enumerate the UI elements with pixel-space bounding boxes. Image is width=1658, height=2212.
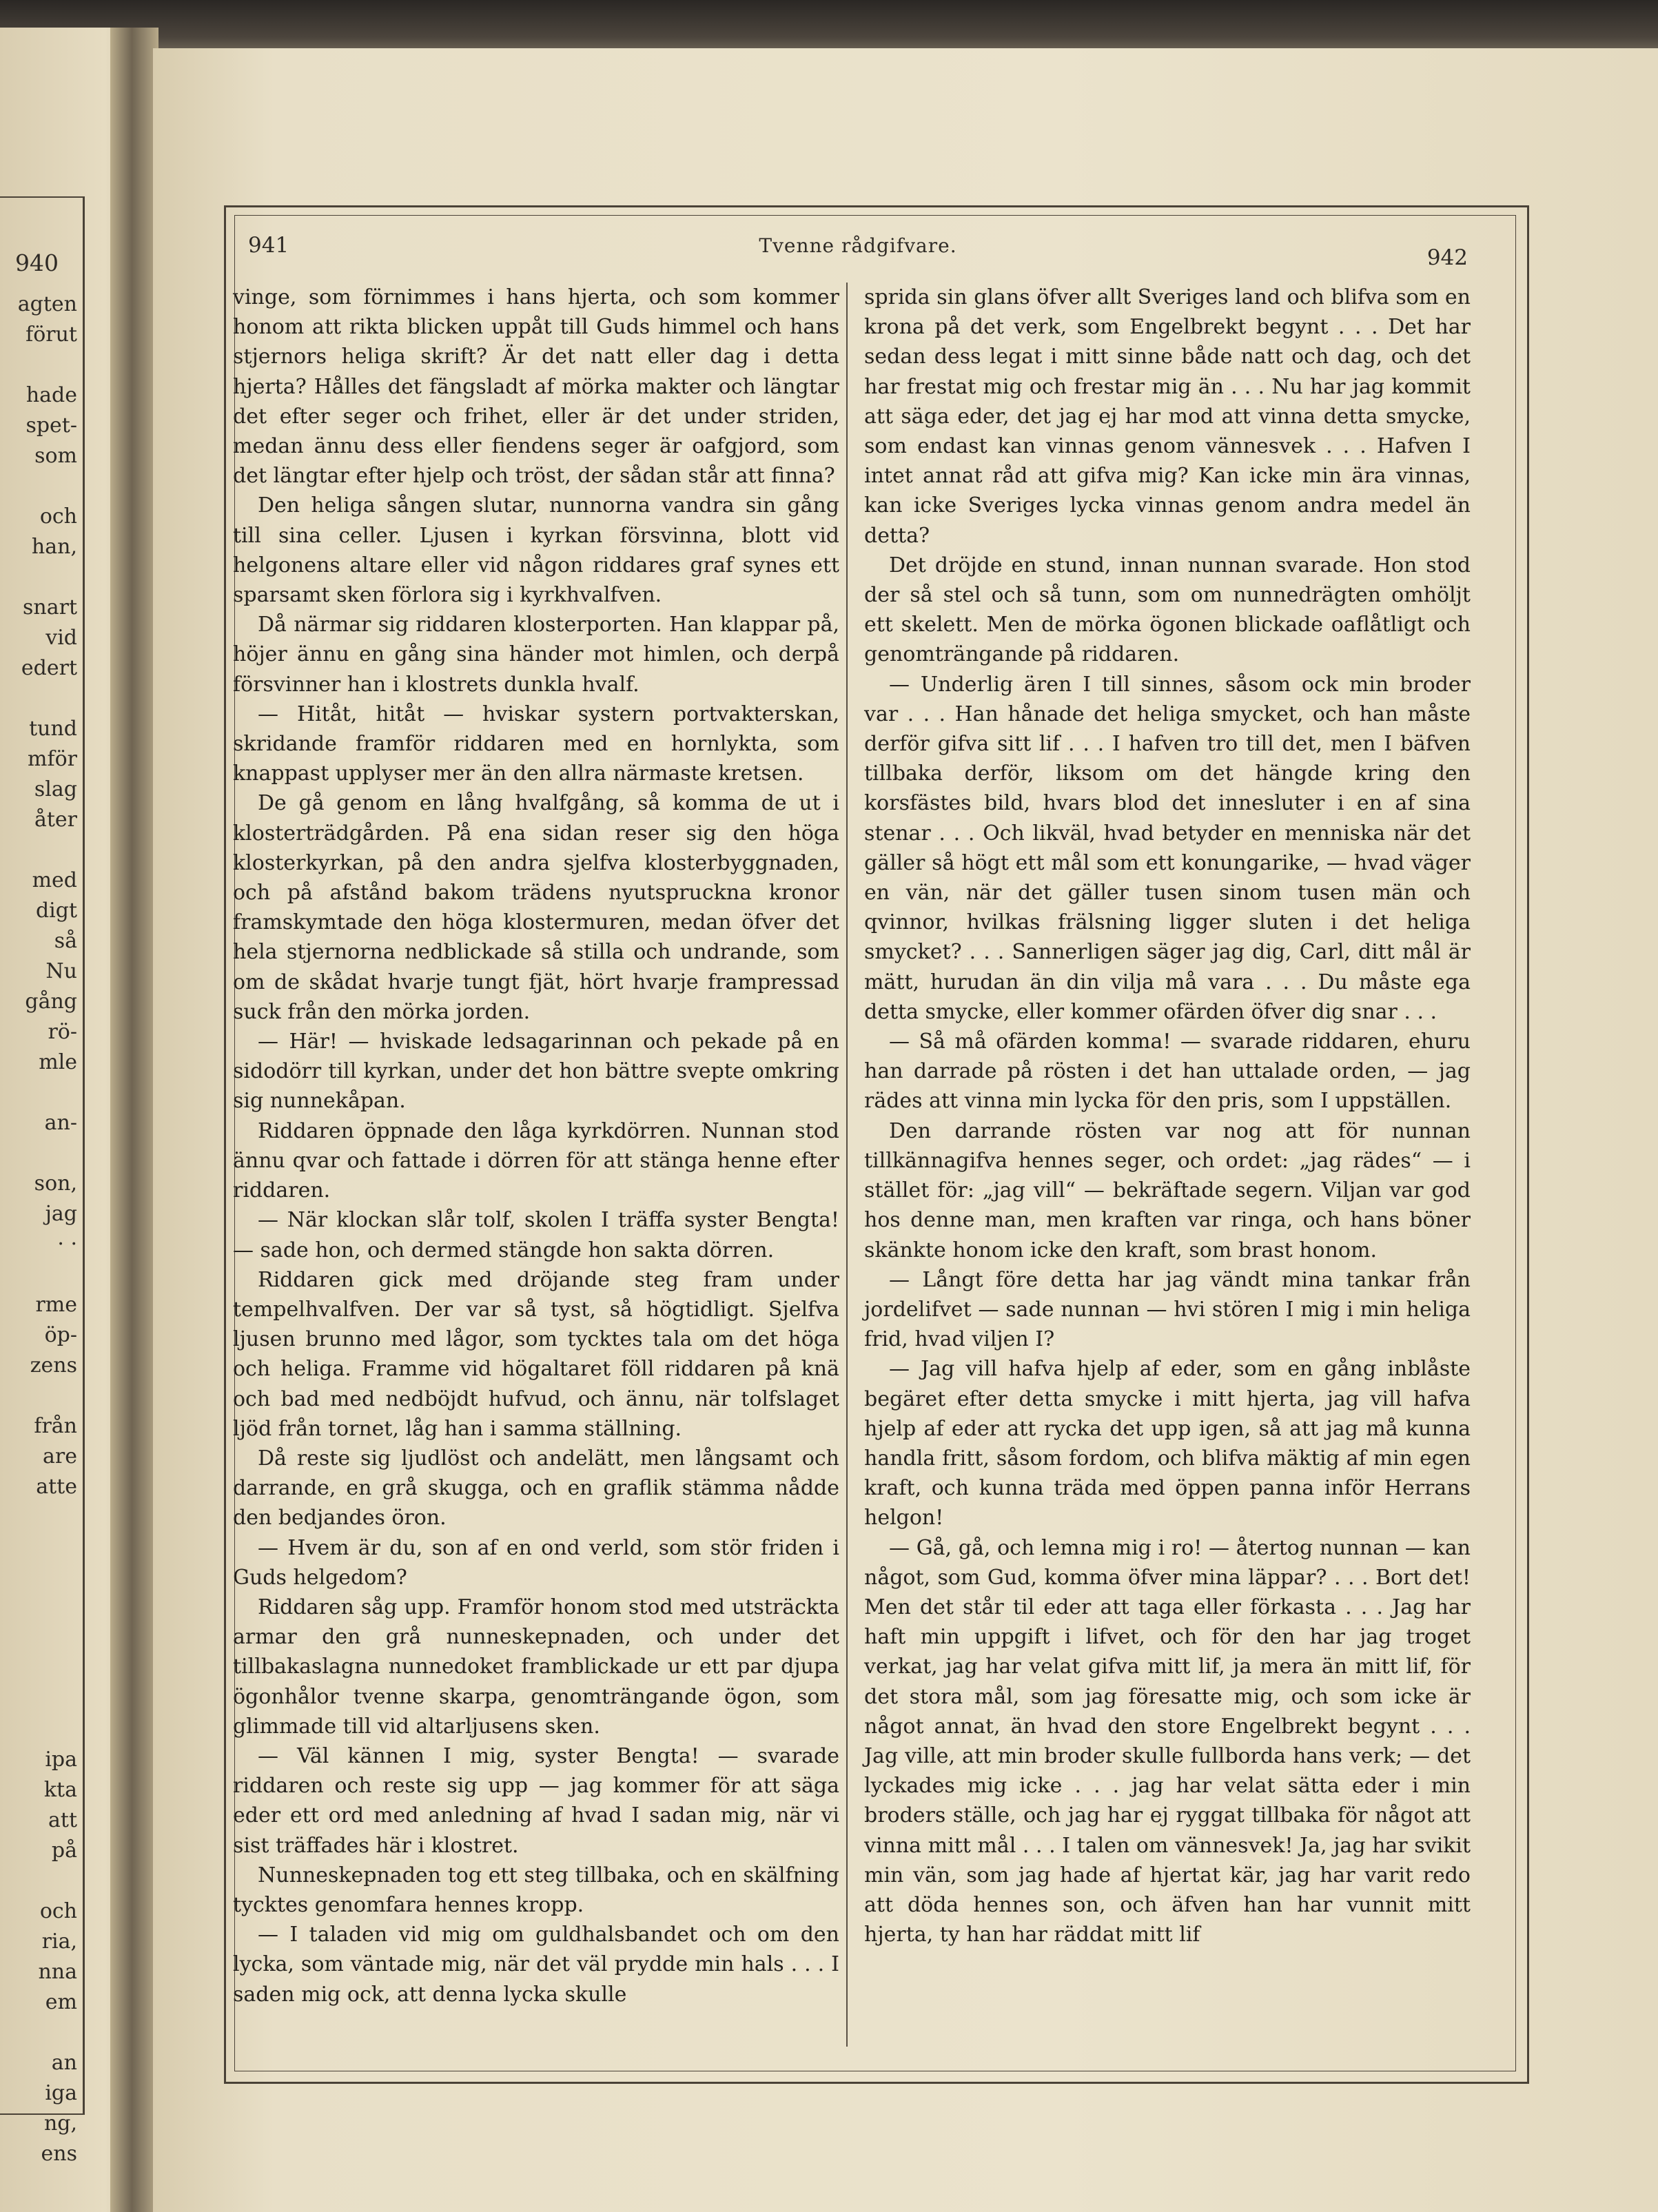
left-page-fragment: agten xyxy=(17,292,77,316)
left-page-fragment: förut xyxy=(25,322,77,347)
left-page-fragment: öp- xyxy=(44,1323,77,1347)
left-page-fragment: son, xyxy=(34,1171,77,1196)
left-page-fragment: an- xyxy=(44,1111,77,1135)
paragraph: Det dröjde en stund, innan nunnan svarade. Hon stod der så stel och så tunn, som om nunnedrägten omhöljt ett skelett. Men de mörka ögonen blickade oaflåtligt och genomträngande på riddaren. xyxy=(864,553,1471,667)
page-number-left: 941 xyxy=(248,233,289,258)
paragraph: Den darrande rösten var nog att för nunnan tillkännagifva hennes seger, och ordet: „jag rädes“ — i stället för: „jag vill“ — bekräftade segern. Viljan var god hos denne man, men kraften var ringa, och hans böner skänkte honom icke den kraft, som brast honom. xyxy=(864,1118,1471,1262)
left-page-fragment: edert xyxy=(21,656,77,680)
left-page-fragment: från xyxy=(34,1414,77,1438)
left-page-fragment: are xyxy=(43,1444,77,1468)
left-page-fragment: vid xyxy=(45,626,77,650)
page-number-right: 942 xyxy=(1426,245,1468,270)
page-header xyxy=(248,233,1468,274)
left-page-fragment: em xyxy=(45,1990,77,2014)
left-page-fragment: och xyxy=(39,504,77,529)
paragraph: — Hitåt, hitåt — hviskar systern portvakterskan, skridande framför riddaren med en hornlykta, som knappast upplyser mer än den allra närmaste kretsen. xyxy=(233,702,839,786)
left-page-fragment: slag xyxy=(34,777,77,801)
left-page-fragment: snart xyxy=(23,595,77,619)
paragraph: vinge, som förnimmes i hans hjerta, och som kommer honom att rikta blicken uppåt till Guds himmel och hans stjernors heliga skrift? Är det natt eller dag i detta hjerta? Hålles det fängsladt af mörka makter och längtar det efter seger och frihet, eller är det under striden, medan ännu dess eller fiendens seger är oafgjord, som det längtar efter hjelp och tröst, der sådan står att finna? xyxy=(233,285,839,489)
left-page-fragment: zens xyxy=(30,1353,77,1378)
paragraph: Då närmar sig riddaren klosterporten. Han klappar på, höjer ännu en gång sina händer mot himlen, och derpå försvinner han i klostrets dunkla hvalf. xyxy=(233,613,839,697)
left-page-fragment: spet- xyxy=(25,413,77,438)
paragraph: Riddaren gick med dröjande steg fram under tempelhvalfven. Der var så tyst, så högtidligt. Sjelfva ljusen brunno med lågor, som tycktes tala om det höga och heliga. Framme vid högaltaret föll riddaren på knä och bad med nedböjdt hufvud, och ännu, när tolfslaget ljöd från tornet, låg han i samma ställning. xyxy=(233,1267,839,1441)
paragraph: Riddaren såg upp. Framför honom stod med utsträckta armar den grå nunneskepnaden, och under det tillbakaslagna nunnedoket framblickade ur ett par djupa ögonhålor tvenne skarpa, genomträngande ögon, som glimmade till vid altarljusens sken. xyxy=(233,1595,839,1739)
left-page-fragment: · · xyxy=(57,1232,77,1256)
left-page-fragment: han, xyxy=(31,535,77,559)
left-page-fragment: som xyxy=(34,444,77,468)
paragraph: — Så må ofärden komma! — svarade riddaren, ehuru han darrade på rösten i det han uttalade orden, — jag rädes att vinna min lycka för den pris, som I uppställen. xyxy=(864,1030,1471,1114)
left-page-fragment: åter xyxy=(34,808,77,832)
left-page-fragment: atte xyxy=(36,1475,77,1499)
paragraph: — Gå, gå, och lemna mig i ro! — återtog nunnan — kan något, som Gud, komma öfver mina läppar? . . . Bort det! Men det står til eder att taga eller förkasta . . . Jag har haft min uppgift i lifvet, och för den har jag troget verkat, jag har velat gifva mitt lif, ja mera än mitt lif, för det stora mål, som jag föresatte mig, och som icke är något annat, än hvad den store Engelbrekt begynt . . . Jag ville, att min broder skulle fullborda hans verk; — det lyckades mig icke . . . jag har velat sätta eder i min broders ställe, och jag har ej ryggat tillbaka för något att vinna mitt mål . . . I talen om vännesvek! Ja, jag har svikit min vän, som jag hade af hjertat kär, jag har varit redo att döda hennes son, och äfven han har vunnit mitt hjerta, ty han har räddat mitt lif xyxy=(864,1535,1471,1947)
left-page-fragment: och xyxy=(39,1899,77,1923)
book-gutter xyxy=(110,28,158,2212)
paragraph: Då reste sig ljudlöst och andelätt, men långsamt och darrande, en grå skugga, och en graflik stämma nådde den bedjandes öron. xyxy=(233,1446,839,1530)
paragraph: sprida sin glans öfver allt Sveriges land och blifva som en krona på det verk, som Engelbrekt begynt . . . Det har sedan dess legat i mitt sinne både natt och dag, och det har frestat mig och frestar mig än . . . Nu har jag kommit att säga eder, det jag ej har mod att vinna detta smycke, som endast kan vinnas genom vännesvek . . . Hafven I intet annat råd att gifva mig? Kan icke min ära vinnas, kan icke Sveriges lycka vinnas genom andra medel än detta? xyxy=(864,285,1471,548)
left-page-fragment: mle xyxy=(39,1050,77,1074)
paragraph: Riddaren öppnade den låga kyrkdörren. Nunnan stod ännu qvar och fattade i dörren för att stänga henne efter riddaren. xyxy=(233,1118,839,1203)
left-page-fragment: digt xyxy=(35,899,77,923)
left-page-fragment: hade xyxy=(25,383,77,407)
paragraph: — Långt före detta har jag vändt mina tankar från jordelifvet — sade nunnan — hvi stören I mig i min heliga frid, hvad viljen I? xyxy=(864,1267,1471,1352)
left-page-fragment: Nu xyxy=(45,959,77,983)
left-page-fragment: så xyxy=(54,929,77,953)
left-page-fragment: iga xyxy=(45,2081,77,2105)
paragraph: — När klockan slår tolf, skolen I träffa syster Bengta! — sade hon, och dermed stängde hon sakta dörren. xyxy=(233,1208,839,1262)
paragraph: — Väl kännen I mig, syster Bengta! — svarade riddaren och reste sig upp — jag kommer för att säga eder ett ord med anledning af hvad I sadan mig, när vi sist träffades här i klostret. xyxy=(233,1743,839,1858)
left-page-fragment: ens xyxy=(41,2142,77,2166)
left-page-fragment: tund xyxy=(29,717,77,741)
left-page-fragment: gång xyxy=(25,990,77,1014)
left-page-fragment: kta xyxy=(43,1778,77,1802)
text-column-left xyxy=(233,283,839,2009)
running-title: Tvenne rådgifvare. xyxy=(759,234,957,257)
left-page-fragment: nna xyxy=(38,1960,77,1984)
paragraph: — Här! — hviskade ledsagarinnan och pekade på en sidodörr till kyrkan, under det hon bättre svepte omkring sig nunnekåpan. xyxy=(233,1030,839,1114)
left-page-fragment: ng, xyxy=(43,2111,77,2136)
left-page-fragment: rö- xyxy=(48,1020,77,1044)
paragraph: Nunneskepnaden tog ett steg tillbaka, och en skälfning tycktes genomfara hennes kropp. xyxy=(233,1863,839,1917)
left-page-number: 940 xyxy=(15,249,59,276)
paragraph: Den heliga sången slutar, nunnorna vandra sin gång till sina celler. Ljusen i kyrkan försvinna, blott vid helgonens altare eller vid någon riddares graf synes ett sparsamt sken förlora sig i kyrkhvalfven. xyxy=(233,493,839,608)
column-divider xyxy=(846,283,848,2047)
paragraph: — Underlig ären I till sinnes, såsom ock min broder var . . . Han hånade det heliga smycket, och han måste derför gifva sitt lif . . . I hafven tro till det, men I bäfven tillbaka derför, liksom om det hängde kring den korsfästes bild, hvars blod det innesluter i en af sina stenar . . . Och likväl, hvad betyder en menniska när det gäller så högt ett mål som ett konungarike, — hvad väger en vän, när det gäller tusen sinom tusen män och qvinnor, hvilkas frälsning ligger sluten i det heliga smycket? . . . Sannerligen säger jag dig, Carl, ditt mål är mätt, hurudan än din vilja må vara . . . Du måste ega detta smycke, eller kommer ofärden öfver dig snar . . . xyxy=(864,672,1471,1024)
paragraph: — I taladen vid mig om guldhalsbandet och om den lycka, som väntade mig, när det väl prydde min hals . . . I saden mig ock, att denna lycka skulle xyxy=(233,1923,839,2007)
left-page-fragment: jag xyxy=(45,1202,77,1226)
paragraph: — Hvem är du, son af en ond verld, som stör friden i Guds helgedom? xyxy=(233,1535,839,1590)
paragraph: De gå genom en lång hvalfgång, så komma de ut i klosterträdgården. På ena sidan reser sig den höga klosterkyrkan, på den andra sjelfva klosterbyggnaden, och på afstånd bakom trädens nyutspruckna kronor framskymtade den höga klostermuren, medan öfver det hela stjernorna nedblickade så stilla och undrande, som om de skådat hvarje tungt fjät, hört hvarje frampressad suck från den mörka jorden. xyxy=(233,791,839,1024)
left-page-fragment: ria, xyxy=(41,1929,77,1954)
left-page-fragment: mför xyxy=(28,747,77,771)
left-page-fragment: på xyxy=(51,1839,77,1863)
left-page-fragment: med xyxy=(32,868,77,892)
paragraph: — Jag vill hafva hjelp af eder, som en gång inblåste begäret efter detta smycke i mitt hjerta, jag vill hafva hjelp af eder att rycka det upp igen, så att jag må kunna handla fritt, såsom fordom, och blifva mäktig af min egen kraft, och kunna träda med öppen panna inför Herrans helgon! xyxy=(864,1357,1471,1530)
text-column-right xyxy=(864,283,1471,1949)
left-page-fragment: rme xyxy=(35,1293,77,1317)
left-page-fragment: ipa xyxy=(45,1748,77,1772)
left-page-fragment: an xyxy=(51,2051,77,2075)
left-page-fragment: att xyxy=(48,1808,77,1832)
